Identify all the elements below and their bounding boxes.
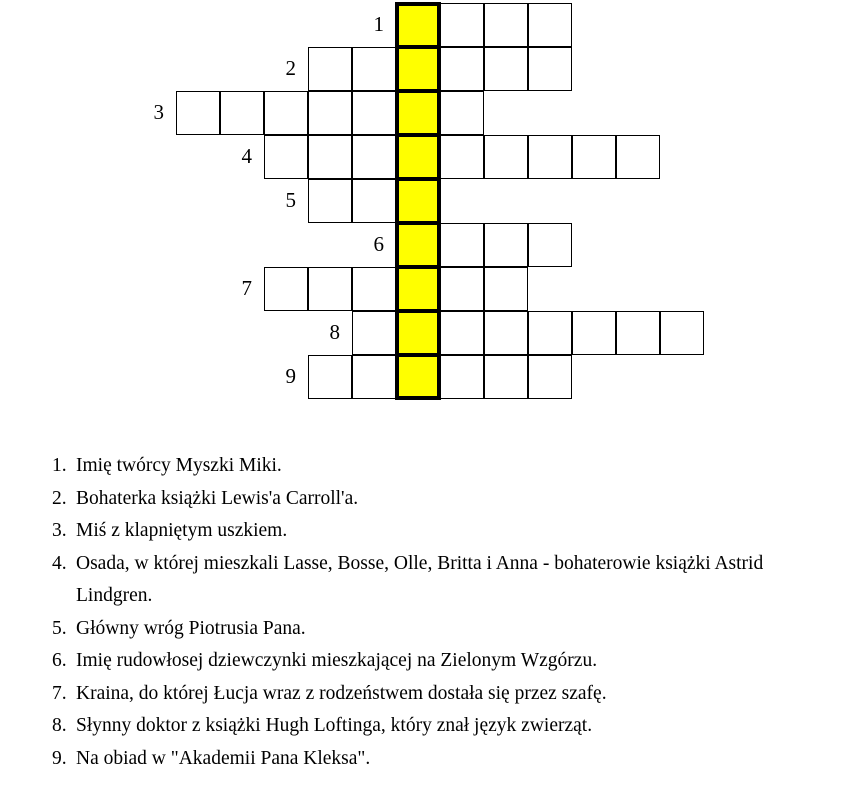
- grid-cell: [440, 47, 484, 91]
- clue-number: 4.: [52, 552, 67, 574]
- key-cell: [396, 3, 440, 47]
- grid-cell: [528, 3, 572, 47]
- key-cell: [396, 47, 440, 91]
- grid-cell: [308, 91, 352, 135]
- clue-number: 2.: [52, 487, 67, 509]
- key-row-divider: [395, 221, 441, 225]
- clue-item: [52, 645, 832, 678]
- clue-number: 6.: [52, 650, 67, 671]
- grid-cell: [440, 223, 484, 267]
- clue-text: Imię twórcy Myszki Miki.: [76, 455, 282, 476]
- grid-cell: [264, 91, 308, 135]
- grid-cell: [352, 179, 396, 223]
- key-cell: [396, 135, 440, 179]
- row-number: 8: [329, 320, 340, 344]
- clue-number: 5.: [52, 617, 67, 639]
- clue-text: Miś z klapniętym uszkiem.: [76, 520, 288, 541]
- grid-cell: [308, 267, 352, 311]
- clue-list: [52, 450, 832, 775]
- clue-number: 7.: [52, 682, 67, 704]
- grid-cell: [528, 135, 572, 179]
- grid-cell: [484, 135, 528, 179]
- grid-cell: [264, 135, 308, 179]
- row-number: 6: [373, 232, 384, 256]
- key-cell: [396, 311, 440, 355]
- row-number: 2: [285, 56, 296, 80]
- row-number: 4: [241, 144, 252, 168]
- key-row-divider: [395, 45, 441, 49]
- key-row-divider: [395, 177, 441, 181]
- grid-cell: [352, 355, 396, 399]
- clue-text: Główny wróg Piotrusia Pana.: [76, 617, 306, 639]
- grid-cell: [528, 355, 572, 399]
- key-row-divider: [395, 133, 441, 137]
- grid-cell: [440, 135, 484, 179]
- clue-text: Bohaterka książki Lewis'a Carroll'a.: [76, 487, 359, 509]
- clue-text: Kraina, do której Łucja wraz z rodzeństwem dostała się przez szafę.: [76, 682, 607, 704]
- grid-cell: [352, 267, 396, 311]
- grid-cell: [440, 355, 484, 399]
- grid-cell: [484, 47, 528, 91]
- clue-item: [52, 678, 832, 711]
- key-cell: [396, 355, 440, 399]
- grid-cell: [308, 355, 352, 399]
- grid-cell: [352, 311, 396, 355]
- key-cell: [396, 267, 440, 311]
- key-row-divider: [395, 309, 441, 313]
- clue-text: Osada, w której mieszkali Lasse, Bosse, Olle, Britta i Anna - bohaterowie książki Astrid Lindgren.: [76, 552, 764, 606]
- clue-item: [52, 548, 832, 613]
- grid-cell: [352, 91, 396, 135]
- key-cell: [396, 223, 440, 267]
- clue-item: [52, 483, 832, 516]
- grid-cell: [484, 311, 528, 355]
- grid-cell: [308, 179, 352, 223]
- key-row-divider: [395, 265, 441, 269]
- grid-cell: [528, 311, 572, 355]
- clue-item: [52, 450, 832, 483]
- clue-number: 8.: [52, 715, 67, 736]
- clue-item: [52, 515, 832, 548]
- clue-number: 1.: [52, 455, 67, 476]
- grid-cell: [528, 47, 572, 91]
- grid-cell: [264, 267, 308, 311]
- grid-cell: [484, 355, 528, 399]
- grid-cell: [176, 91, 220, 135]
- grid-cell: [572, 135, 616, 179]
- row-number: 3: [153, 100, 164, 124]
- key-cell: [396, 91, 440, 135]
- clue-text: Na obiad w "Akademii Pana Kleksa".: [76, 747, 371, 769]
- grid-cell: [308, 47, 352, 91]
- key-row-divider: [395, 353, 441, 357]
- grid-cell: [616, 135, 660, 179]
- row-number: 1: [373, 12, 384, 36]
- grid-cell: [440, 3, 484, 47]
- grid-cell: [352, 135, 396, 179]
- clue-text: Imię rudowłosej dziewczynki mieszkającej na Zielonym Wzgórzu.: [76, 650, 598, 671]
- key-cell: [396, 179, 440, 223]
- grid-cell: [440, 267, 484, 311]
- crossword-grid: [0, 0, 849, 400]
- grid-cell: [440, 91, 484, 135]
- clue-item: [52, 710, 832, 743]
- grid-cell: [572, 311, 616, 355]
- row-number: 5: [285, 188, 296, 212]
- grid-cell: [440, 311, 484, 355]
- grid-cell: [484, 3, 528, 47]
- grid-cell: [484, 223, 528, 267]
- grid-cell: [484, 267, 528, 311]
- grid-cell: [528, 223, 572, 267]
- grid-cell: [660, 311, 704, 355]
- grid-cell: [352, 47, 396, 91]
- grid-cell: [220, 91, 264, 135]
- clue-item: [52, 613, 832, 646]
- clue-text: Słynny doktor z książki Hugh Loftinga, który znał język zwierząt.: [76, 715, 593, 736]
- grid-cell: [616, 311, 660, 355]
- clue-number: 9.: [52, 747, 67, 769]
- row-number: 9: [285, 364, 296, 388]
- key-row-divider: [395, 89, 441, 93]
- row-number: 7: [241, 276, 252, 300]
- clue-number: 3.: [52, 520, 67, 541]
- grid-cell: [308, 135, 352, 179]
- clue-item: [52, 743, 832, 776]
